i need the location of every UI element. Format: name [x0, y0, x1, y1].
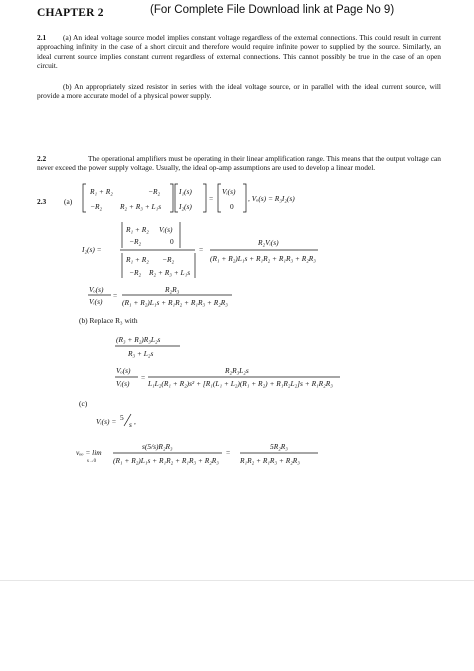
part-b-label: (b) Replace R₃ with	[79, 316, 138, 325]
output-relation: , Vₒ(s) = R₃I₂(s)	[248, 194, 295, 203]
svg-text:=: =	[226, 448, 231, 457]
svg-text:=: =	[113, 291, 118, 300]
det-cell: −R₂	[162, 255, 175, 264]
part-c-label: (c)	[79, 399, 88, 408]
svg-text:Vₒ(s): Vₒ(s)	[116, 366, 131, 375]
replace-expression	[115, 335, 180, 358]
det-cell: R₁ + R₂	[126, 255, 149, 264]
svg-text:=: =	[141, 373, 146, 382]
transfer-function-b	[115, 366, 340, 388]
svg-text:R₁R₂ + R₁R₃ + R₂R₃: R₁R₂ + R₁R₃ + R₂R₃	[240, 456, 300, 465]
svg-text:(R₁ + R₂)L₁s + R₁R₂ + R₁R₃ + R: (R₁ + R₂)L₁s + R₁R₂ + R₁R₃ + R₂R₃	[113, 456, 219, 465]
svg-text:R₂R₃L₂s: R₂R₃L₂s	[225, 366, 249, 375]
svg-text:5R₂R₃: 5R₂R₃	[270, 442, 288, 451]
svg-text:5: 5	[120, 413, 124, 422]
det-cell: −R₂	[129, 268, 142, 277]
matrix-equation	[83, 184, 295, 212]
paragraph-2-1-a: (a) An ideal voltage source model implies constant voltage regardless of the external connections. This could result in current approaching infinity in the case of a short circuit and therefore would require infinite power to supplied by the source. Similarly, an ideal current source implies constant current regardless of external connections. This cannot possibly be true in the case of an open circuit.	[37, 33, 441, 71]
download-note: (For Complete File Download link at Page No 9)	[150, 4, 395, 16]
svg-text:Vᵢ(s): Vᵢ(s)	[116, 379, 130, 388]
part-a-label: (a)	[64, 197, 73, 206]
chapter-title: CHAPTER 2	[37, 7, 104, 19]
section-number-2-2: 2.2	[37, 154, 47, 163]
vector-cell: Vᵢ(s)	[222, 187, 236, 196]
vector-cell: I₁(s)	[179, 187, 192, 196]
svg-text:=: =	[199, 245, 204, 254]
det-cell: 0	[170, 237, 174, 246]
svg-text:=: =	[209, 194, 214, 203]
final-value-limit	[76, 442, 318, 465]
det-cell: Vᵢ(s)	[159, 225, 173, 234]
svg-text:s(5/s)R₂R₃: s(5/s)R₂R₃	[142, 442, 173, 451]
vector-cell: I₂(s)	[179, 202, 192, 211]
det-cell: −R₂	[129, 237, 142, 246]
cramer-denominator: (R₁ + R₂)L₁s + R₁R₂ + R₁R₃ + R₂R₃	[210, 254, 316, 263]
svg-text:Vₒ(s): Vₒ(s)	[89, 285, 104, 294]
det-cell: R₁ + R₂	[126, 225, 149, 234]
svg-text:Vᵢ(s): Vᵢ(s)	[89, 297, 103, 306]
svg-text:L₁L₂(R₁ + R₂)s² + [R₁(L₁ + L₂): L₁L₂(R₁ + R₂)s² + [R₁(L₁ + L₂)(R₁ + R₂) + R₁R₂L₂]s + R₁R₂R₃	[148, 379, 333, 388]
svg-text:(R₃ + R₂)R₃L₂s: (R₃ + R₂)R₃L₂s	[116, 335, 161, 344]
cramer-numerator: R₂Vᵢ(s)	[258, 238, 279, 247]
det-cell: R₂ + R₃ + L₁s	[149, 268, 191, 277]
svg-text:(R₁ + R₂)L₁s + R₁R₂ + R₁R₃ + R: (R₁ + R₂)L₁s + R₁R₂ + R₁R₃ + R₂R₃	[122, 298, 228, 307]
section-number-2-3: 2.3	[37, 197, 47, 206]
step-input	[96, 413, 136, 429]
svg-text:Vᵢ(s) =: Vᵢ(s) =	[96, 417, 117, 426]
cramer-equation	[81, 222, 318, 278]
matrix-cell: R₂ + R₃ + L₁s	[120, 202, 162, 211]
section-number-2-1: 2.1	[37, 33, 47, 42]
matrix-cell: R₁ + R₂	[90, 187, 113, 196]
transfer-function-a	[88, 285, 232, 307]
svg-text:s→0: s→0	[87, 459, 97, 464]
svg-text:vₒₒ = lim: vₒₒ = lim	[76, 448, 102, 457]
vector-cell: 0	[230, 202, 234, 211]
svg-text:s: s	[129, 420, 132, 429]
svg-text:R₂R₃: R₂R₃	[165, 285, 180, 294]
matrix-cell: −R₂	[148, 187, 161, 196]
cramer-lhs: I₂(s) =	[82, 245, 102, 254]
page-divider	[0, 580, 474, 581]
paragraph-2-1-b: (b) An appropriately sized resistor in series with the ideal voltage source, or in parallel with the ideal current source, will provide a more accurate model of a physical power supply.	[37, 82, 441, 101]
matrix-cell: −R₂	[90, 202, 103, 211]
paragraph-2-2: The operational amplifiers must be operating in their linear amplification range. This means that the output voltage can never exceed the power supply voltage. Usually, the ideal op-amp assumptions are used to develop a linear model.	[37, 154, 441, 173]
svg-text:R₃ + L₂s: R₃ + L₂s	[128, 349, 154, 358]
svg-text:,: ,	[134, 417, 136, 426]
